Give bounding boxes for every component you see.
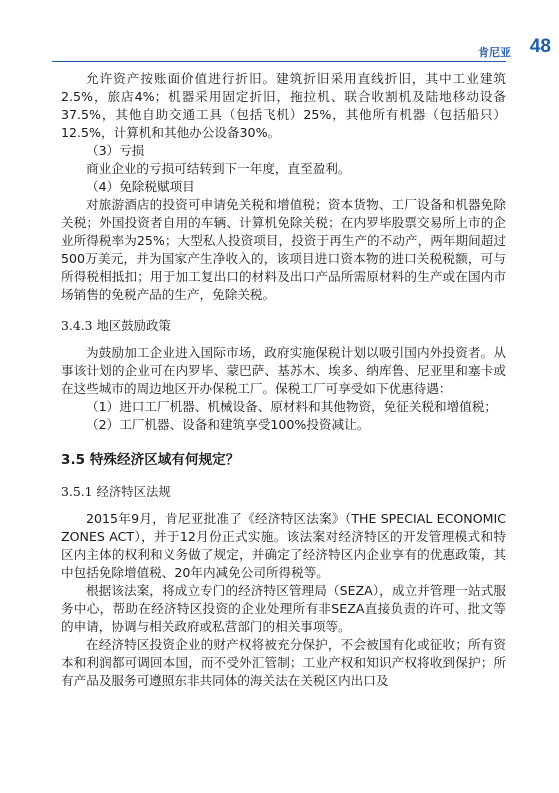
section-3-4-3-heading: 3.4.3 地区鼓励政策 bbox=[61, 318, 171, 333]
property-rights-paragraph: 在经济特区投资企业的财产权将被充分保护，不会被国有化或征收；所有资本和利润都可调回本国，而不受外汇管制；工业产权和知识产权将收到保护；所有产品及服务可遵照东非共同体的海关法在关税区内出口及 bbox=[61, 637, 506, 688]
loss-paragraph: 商业企业的亏损可结转到下一年度，直至盈利。 bbox=[86, 161, 351, 176]
page-number: 48 bbox=[529, 36, 551, 57]
page-header bbox=[0, 0, 559, 62]
section-3-5-heading: 3.5 特殊经济区域有何规定？ bbox=[61, 452, 240, 468]
chapter-title: 肯尼亚 bbox=[478, 46, 511, 59]
document-body bbox=[61, 70, 506, 690]
header-divider bbox=[52, 61, 506, 62]
sez-act-paragraph: 2015年9月，肯尼亚批准了《经济特区法案》（THE SPECIAL ECONOMIC ZONES ACT），并于12月份正式实施。该法案对经济特区的开发管理模式和特区内主体的权利和义务做了规定，并确定了经济特区内企业享有的优惠政策，其中包括免除增值税、20年内减免公司所得税等。 bbox=[61, 511, 506, 580]
bonded-benefit-item-2: （2）工厂机器、设备和建筑享受100%投资减让。 bbox=[86, 417, 370, 432]
section-3-5-1-heading: 3.5.1 经济特区法规 bbox=[61, 484, 171, 499]
seza-paragraph: 根据该法案，将成立专门的经济特区管理局（SEZA），成立并管理一站式服务中心，帮助在经济特区投资的企业处理所有非SEZA直接负责的许可、批文等的申请，协调与相关政府或私营部门的相关事项等。 bbox=[61, 583, 506, 634]
exemption-paragraph: 对旅游酒店的投资可申请免关税和增值税；资本货物、工厂设备和机器免除关税；外国投资者自用的车辆、计算机免除关税；在内罗毕股票交易所上市的企业所得税率为25%；大型私人投资项目，投资于再生产的不动产，两年期间超过500万美元，并为国家产生净收入的，该项目进口资本物的进口关税税额，可与所得税相抵扣；用于加工复出口的材料及出口产品所需原材料的生产或在国内市场销售的免税产品的生产，免除关税。 bbox=[61, 197, 506, 302]
bonded-scheme-paragraph: 为鼓励加工企业进入国际市场，政府实施保税计划以吸引国内外投资者。从事该计划的企业可在内罗毕、蒙巴萨、基苏木、埃多、纳库鲁、尼亚里和塞卡或在这些城市的周边地区开办保税工厂。保税工厂可享受如下优惠待遇： bbox=[61, 345, 506, 396]
bonded-benefit-item-1: （1）进口工厂机器、机械设备、原材料和其他物资，免征关税和增值税； bbox=[86, 399, 498, 414]
depreciation-paragraph: 允许资产按账面价值进行折旧。建筑折旧采用直线折旧，其中工业建筑2.5%，旅店4%；机器采用固定折旧，拖拉机、联合收割机及陆地移动设备37.5%，其他自助交通工具（包括飞机）25%，其他所有机器（包括船只）12.5%，计算机和其他办公设备30%。 bbox=[61, 71, 506, 140]
exemption-heading: （4）免除税赋项目 bbox=[86, 179, 195, 194]
loss-heading: （3）亏损 bbox=[86, 143, 145, 158]
